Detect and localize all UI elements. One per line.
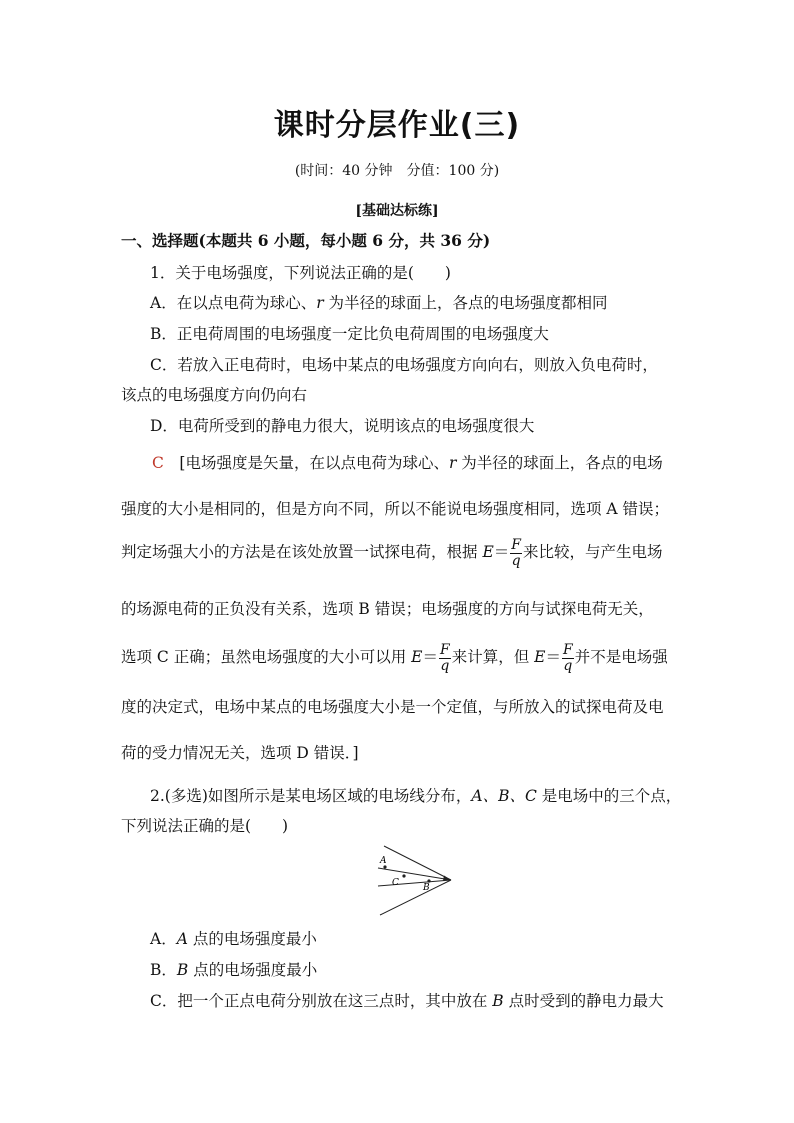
question-1-option-c-line1: C．若放入正电荷时，电场中某点的电场强度方向向右，则放入负电荷时， xyxy=(150,356,658,374)
question-2-option-c: C．把一个正点电荷分别放在这三点时，其中放在 B 点时受到的静电力最大 xyxy=(150,992,664,1010)
page-title: 课时分层作业(三) xyxy=(273,108,521,143)
label-b: B xyxy=(423,883,430,893)
answer-1-line3: 判定场强大小的方法是在该处放置一试探电荷，根据 E＝ $\frac{F}{q}$ 来比较，与产生电场 xyxy=(121,536,663,569)
question-2-line1: 2.(多选)如图所示是某电场区域的电场线分布，A、B、C 是电场中的三个点， xyxy=(150,787,682,805)
question-2-option-b: B．B 点的电场强度最小 xyxy=(150,961,318,979)
question-1-option-a: A．在以点电荷为球心、r 为半径的球面上，各点的电场强度都相同 xyxy=(150,294,608,312)
answer-letter: C xyxy=(152,454,164,472)
question-1-stem: 1．关于电场强度，下列说法正确的是( ) xyxy=(150,264,451,282)
fraction-f-over-q: $\frac{F}{q}$ xyxy=(440,641,450,674)
question-2-option-a: A．A 点的电场强度最小 xyxy=(150,930,317,948)
question-1-option-b: B．正电荷周围的电场强度一定比负电荷周围的电场强度大 xyxy=(150,325,549,343)
answer-1-line7: 荷的受力情况无关，选项 D 错误．] xyxy=(121,744,359,762)
answer-1-line2: 强度的大小是相同的，但是方向不同，所以不能说电场强度相同，选项 A 错误； xyxy=(121,500,670,518)
arrowhead xyxy=(443,876,451,881)
question-1-option-c-line2: 该点的电场强度方向仍向右 xyxy=(121,386,308,404)
question-1-option-d: D．电荷所受到的静电力很大，说明该点的电场强度很大 xyxy=(150,417,535,435)
fraction-f-over-q: $\frac{F}{q}$ xyxy=(563,641,573,674)
label-c: C xyxy=(392,878,399,888)
answer-1-line4: 的场源电荷的正负没有关系，选项 B 错误；电场强度的方向与试探电荷无关， xyxy=(121,600,654,618)
answer-1-line6: 度的决定式，电场中某点的电场强度大小是一个定值，与所放入的试探电荷及电 xyxy=(121,698,664,716)
answer-1-line1: C [电场强度是矢量，在以点电荷为球心、r 为半径的球面上，各点的电场 xyxy=(152,454,663,472)
answer-1-line5: 选项 C 正确；虽然电场强度的大小可以用 E＝ $\frac{F}{q}$ 来计算，但 E＝ $\frac{F}{q}$ 并不是电场强 xyxy=(121,641,668,674)
question-2-line2: 下列说法正确的是( ) xyxy=(121,817,289,835)
part-heading: 一、选择题(本题共 6 小题，每小题 6 分，共 36 分) xyxy=(121,231,491,250)
time-score-info: (时间：40 分钟 分值：100 分) xyxy=(294,163,500,179)
section-heading: [基础达标练] xyxy=(355,203,439,219)
fraction-f-over-q: $\frac{F}{q}$ xyxy=(511,536,521,569)
label-a: A xyxy=(380,856,387,866)
point-c xyxy=(402,874,405,877)
electric-field-lines-figure xyxy=(370,842,460,920)
